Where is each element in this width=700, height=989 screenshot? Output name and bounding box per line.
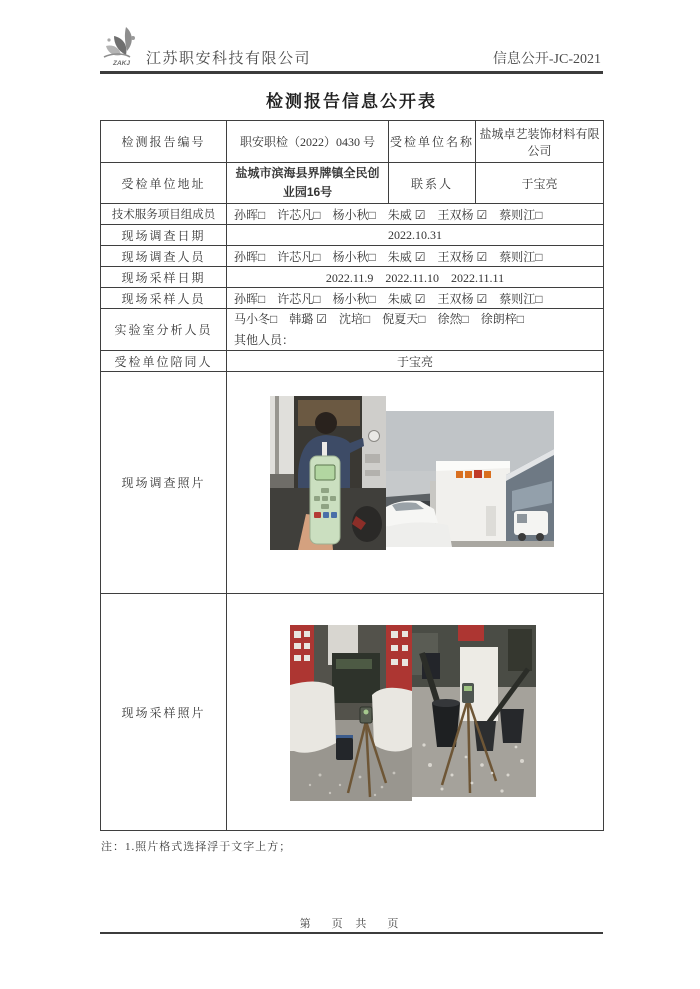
company-logo-icon (100, 24, 146, 70)
disclosure-table (100, 120, 604, 831)
doc-header (100, 26, 603, 74)
lab-analysts-names: 马小冬□ 韩璐 ☑ 沈培□ 倪夏天□ 徐然□ 徐朗梓□ (234, 312, 524, 327)
field-label-lab-analysts: 实验室分析人员 (101, 309, 227, 351)
field-label-survey-staff: 现场调查人员 (101, 246, 227, 267)
row-sampling-staff (101, 288, 604, 309)
note-text: 注：1.照片格式选择浮于文字上方； (101, 841, 292, 853)
row-report-no (101, 121, 604, 163)
field-label-sampling-date: 现场采样日期 (101, 267, 227, 288)
row-sampling-date (101, 267, 604, 288)
row-lab-analysts (101, 309, 604, 351)
field-label-contact: 联系人 (389, 163, 476, 204)
field-label-survey-photos: 现场调查照片 (101, 372, 227, 594)
survey-photo-strip (227, 372, 603, 550)
survey-photo-meter (270, 396, 386, 550)
field-label-survey-date: 现场调查日期 (101, 225, 227, 246)
field-value-report-no: 职安职检（2022）0430 号 (227, 121, 389, 163)
survey-photos-cell (227, 372, 604, 594)
field-value-lab-analysts (227, 309, 604, 351)
field-label-org-name: 受检单位名称 (389, 121, 476, 163)
row-escort (101, 351, 604, 372)
survey-photo-building (386, 411, 554, 547)
field-label-report-no: 检测报告编号 (101, 121, 227, 163)
logo-zakj-text: ZAKJ (113, 60, 130, 67)
page-title: 检测报告信息公开表 (266, 92, 437, 111)
sampling-photo-buckets (412, 625, 536, 797)
field-value-escort: 于宝亮 (227, 351, 604, 372)
field-value-project-team: 孙晖□ 许芯凡□ 杨小秋□ 朱威 ☑ 王双杨 ☑ 蔡则江□ (227, 204, 604, 225)
field-value-survey-staff: 孙晖□ 许芯凡□ 杨小秋□ 朱威 ☑ 王双杨 ☑ 蔡则江□ (227, 246, 604, 267)
field-value-contact: 于宝亮 (476, 163, 604, 204)
row-survey-date (101, 225, 604, 246)
footer-page-text: 第 页 共 页 (299, 918, 404, 930)
footer-rule (100, 932, 603, 934)
field-label-sampling-photos: 现场采样照片 (101, 594, 227, 831)
row-sampling-photos (101, 594, 604, 831)
field-label-escort: 受检单位陪同人 (101, 351, 227, 372)
row-survey-photos (101, 372, 604, 594)
row-survey-staff (101, 246, 604, 267)
field-label-sampling-staff: 现场采样人员 (101, 288, 227, 309)
company-name: 江苏职安科技有限公司 (146, 51, 312, 67)
sampling-photos-cell (227, 594, 604, 831)
lab-analysts-others: 其他人员： (234, 332, 295, 347)
sampling-photo-machine (290, 625, 412, 801)
doc-code: 信息公开-JC-2021 (492, 52, 601, 67)
field-value-sampling-date: 2022.11.9 2022.11.10 2022.11.11 (227, 267, 604, 288)
field-value-org-name: 盐城卓艺装饰材料有限公司 (476, 121, 604, 163)
sampling-photo-strip (227, 594, 603, 801)
field-value-org-address: 盐城市滨海县界牌镇全民创业园16号 (227, 163, 389, 204)
field-value-sampling-staff: 孙晖□ 许芯凡□ 杨小秋□ 朱威 ☑ 王双杨 ☑ 蔡则江□ (227, 288, 604, 309)
row-project-team (101, 204, 604, 225)
field-label-project-team: 技术服务项目组成员 (101, 204, 227, 225)
row-org-address (101, 163, 604, 204)
field-value-survey-date: 2022.10.31 (227, 225, 604, 246)
field-label-org-address: 受检单位地址 (101, 163, 227, 204)
